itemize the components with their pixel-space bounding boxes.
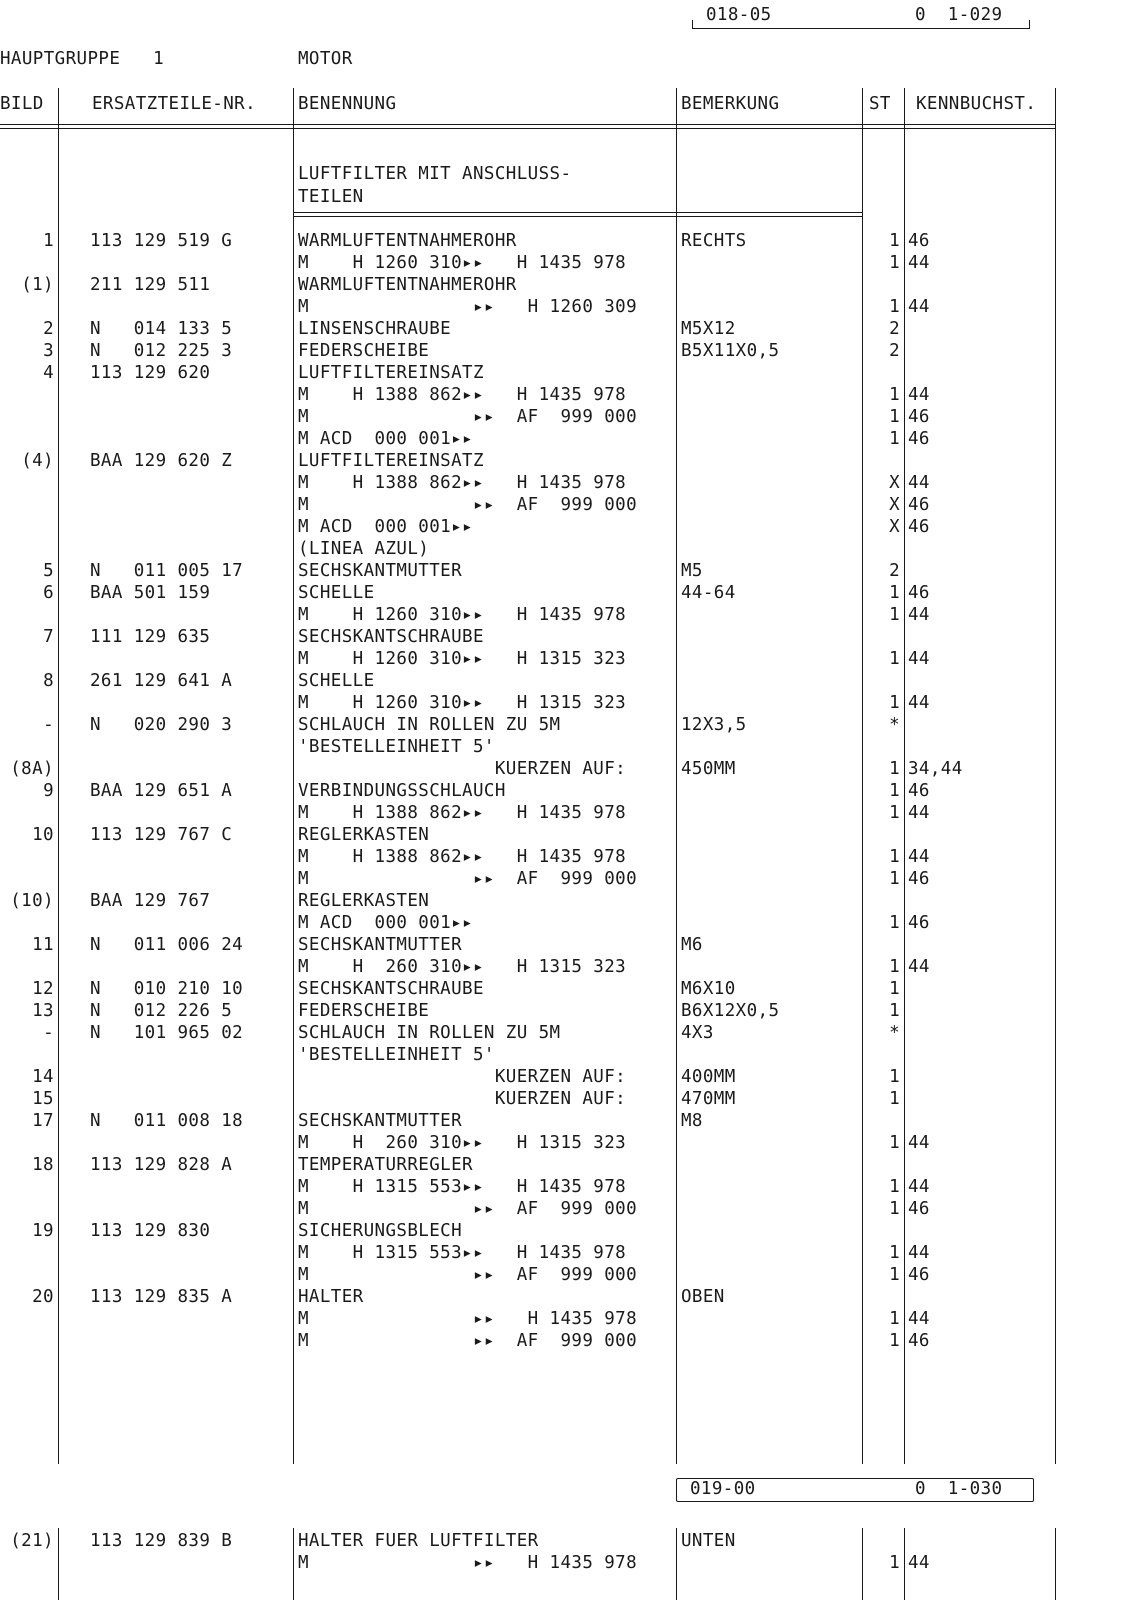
cell-benennung: KUERZEN AUF:: [298, 1067, 627, 1087]
table-row: [0, 340, 1139, 362]
table-row: [0, 1264, 1139, 1286]
table-row: [0, 516, 1139, 538]
cell-part-number: 113 129 519 G: [90, 231, 233, 251]
cell-st: *: [889, 715, 900, 735]
table-row: [0, 626, 1139, 648]
table-row: [0, 1220, 1139, 1242]
cell-benennung: 'BESTELLEINHEIT 5': [298, 1045, 495, 1065]
cell-bild: (1): [21, 275, 54, 295]
cell-kennbuchst: 44: [908, 847, 930, 867]
cell-part-number: 113 129 835 A: [90, 1287, 233, 1307]
cell-bemerkung: M5X12: [681, 319, 736, 339]
cell-benennung: SECHSKANTMUTTER: [298, 561, 463, 581]
cell-st: 1: [889, 583, 900, 603]
cell-bemerkung: 44-64: [681, 583, 736, 603]
cell-bild: 14: [32, 1067, 54, 1087]
cell-st: 1: [889, 1177, 900, 1197]
cell-benennung: M ▸▸ H 1260 309: [298, 297, 638, 317]
cell-kennbuchst: 46: [908, 1331, 930, 1351]
cell-st: 1: [889, 1243, 900, 1263]
cell-bild: 13: [32, 1001, 54, 1021]
cell-benennung: M H 1260 310▸▸ H 1315 323: [298, 693, 627, 713]
cell-benennung: M H 1260 310▸▸ H 1315 323: [298, 649, 627, 669]
cell-benennung: KUERZEN AUF:: [298, 1089, 627, 1109]
cell-bild: -: [43, 715, 54, 735]
table-row: [0, 978, 1139, 1000]
cell-part-number: 113 129 620: [90, 363, 211, 383]
table-row: [0, 1110, 1139, 1132]
table-row: [0, 890, 1139, 912]
cell-benennung: TEMPERATURREGLER: [298, 1155, 473, 1175]
cell-kennbuchst: 44: [908, 693, 930, 713]
table-row: [0, 1022, 1139, 1044]
cell-st: 1: [889, 759, 900, 779]
cell-kennbuchst: 46: [908, 429, 930, 449]
cell-benennung: M ACD 000 001▸▸: [298, 517, 473, 537]
cell-benennung: REGLERKASTEN: [298, 825, 430, 845]
col-header-bild: BILD: [0, 94, 44, 114]
cell-benennung: M H 260 310▸▸ H 1315 323: [298, 957, 627, 977]
cell-st: X: [889, 495, 900, 515]
cell-kennbuchst: 46: [908, 1265, 930, 1285]
table-row: [0, 1308, 1139, 1330]
cell-bemerkung: M6: [681, 935, 703, 955]
cell-st: 1: [889, 1001, 900, 1021]
cell-kennbuchst: 46: [908, 583, 930, 603]
col-header-kennbuchst: KENNBUCHST.: [916, 94, 1037, 114]
table-row: [0, 1530, 1139, 1552]
cell-kennbuchst: 44: [908, 1133, 930, 1153]
cell-benennung: SCHLAUCH IN ROLLEN ZU 5M: [298, 715, 561, 735]
table-row: [0, 758, 1139, 780]
cell-st: 1: [889, 1089, 900, 1109]
table-row: [0, 846, 1139, 868]
table-row: [0, 384, 1139, 406]
cell-bemerkung: OBEN: [681, 1287, 725, 1307]
cell-kennbuchst: 44: [908, 803, 930, 823]
cell-kennbuchst: 44: [908, 1177, 930, 1197]
cell-benennung: REGLERKASTEN: [298, 891, 430, 911]
table-row: [0, 230, 1139, 252]
cell-part-number: N 012 226 5: [90, 1001, 233, 1021]
cell-bild: 7: [43, 627, 54, 647]
cell-benennung: FEDERSCHEIBE: [298, 1001, 430, 1021]
cell-st: 1: [889, 407, 900, 427]
cell-st: 1: [889, 847, 900, 867]
col-header-ersatzteile: ERSATZTEILE-NR.: [92, 94, 257, 114]
table-row: [0, 714, 1139, 736]
cell-st: 1: [889, 1199, 900, 1219]
cell-st: 1: [889, 803, 900, 823]
cell-part-number: N 012 225 3: [90, 341, 233, 361]
cell-benennung: M H 1260 310▸▸ H 1435 978: [298, 253, 627, 273]
table-row: [0, 648, 1139, 670]
cell-benennung: LUFTFILTEREINSATZ: [298, 451, 484, 471]
cell-benennung: M H 1388 862▸▸ H 1435 978: [298, 803, 627, 823]
table-row: [0, 1066, 1139, 1088]
cell-st: 2: [889, 341, 900, 361]
cell-bemerkung: 470MM: [681, 1089, 736, 1109]
cell-benennung: M H 1315 553▸▸ H 1435 978: [298, 1177, 627, 1197]
cell-part-number: 113 129 830: [90, 1221, 211, 1241]
cell-part-number: 113 129 828 A: [90, 1155, 233, 1175]
cell-bild: 10: [32, 825, 54, 845]
cell-bemerkung: UNTEN: [681, 1531, 736, 1551]
cell-bemerkung: M5: [681, 561, 703, 581]
cell-part-number: N 011 008 18: [90, 1111, 244, 1131]
cell-benennung: KUERZEN AUF:: [298, 759, 627, 779]
cell-bemerkung: 12X3,5: [681, 715, 747, 735]
cell-bild: 5: [43, 561, 54, 581]
cell-bild: (4): [21, 451, 54, 471]
cell-bemerkung: 4X3: [681, 1023, 714, 1043]
cell-st: 1: [889, 231, 900, 251]
next-page-ref-left: 019-00: [690, 1479, 756, 1499]
cell-part-number: 211 129 511: [90, 275, 211, 295]
cell-benennung: M H 1260 310▸▸ H 1435 978: [298, 605, 627, 625]
cell-kennbuchst: 46: [908, 517, 930, 537]
cell-benennung: M ▸▸ AF 999 000: [298, 495, 638, 515]
table-row: [0, 362, 1139, 384]
cell-part-number: 113 129 767 C: [90, 825, 233, 845]
table-row: [0, 582, 1139, 604]
cell-benennung: SECHSKANTMUTTER: [298, 1111, 463, 1131]
col-header-benennung: BENENNUNG: [298, 94, 397, 114]
table-row: [0, 912, 1139, 934]
cell-bemerkung: RECHTS: [681, 231, 747, 251]
cell-bild: -: [43, 1023, 54, 1043]
cell-benennung: M ACD 000 001▸▸: [298, 913, 473, 933]
cell-st: 1: [889, 1265, 900, 1285]
cell-part-number: N 011 005 17: [90, 561, 244, 581]
table-row: [0, 670, 1139, 692]
cell-benennung: M H 260 310▸▸ H 1315 323: [298, 1133, 627, 1153]
cell-benennung: SECHSKANTMUTTER: [298, 935, 463, 955]
table-row: [0, 780, 1139, 802]
page-ref-underline: [692, 28, 1030, 29]
table-row: [0, 604, 1139, 626]
cell-bild: 11: [32, 935, 54, 955]
cell-part-number: N 020 290 3: [90, 715, 233, 735]
header-divider: [0, 124, 1056, 129]
cell-st: 2: [889, 561, 900, 581]
table-row: [0, 406, 1139, 428]
cell-kennbuchst: 44: [908, 1243, 930, 1263]
table-row: [0, 824, 1139, 846]
col-header-st: ST: [869, 94, 891, 114]
cell-benennung: WARMLUFTENTNAHMEROHR: [298, 231, 517, 251]
table-row: [0, 1088, 1139, 1110]
cell-st: 1: [889, 1309, 900, 1329]
cell-bild: (10): [10, 891, 54, 911]
cell-benennung: M ACD 000 001▸▸: [298, 429, 473, 449]
cell-benennung: (LINEA AZUL): [298, 539, 430, 559]
cell-benennung: M ▸▸ H 1435 978: [298, 1553, 638, 1573]
cell-benennung: FEDERSCHEIBE: [298, 341, 430, 361]
cell-st: 1: [889, 253, 900, 273]
cell-bild: 1: [43, 231, 54, 251]
section-title-underline: [294, 212, 862, 217]
cell-kennbuchst: 46: [908, 869, 930, 889]
table-row: [0, 1330, 1139, 1352]
cell-st: 1: [889, 693, 900, 713]
table-row: [0, 1154, 1139, 1176]
cell-bild: 17: [32, 1111, 54, 1131]
cell-benennung: M ▸▸ H 1435 978: [298, 1309, 638, 1329]
cell-st: 1: [889, 869, 900, 889]
cell-benennung: M ▸▸ AF 999 000: [298, 1265, 638, 1285]
table-row: [0, 428, 1139, 450]
table-row: [0, 1044, 1139, 1066]
table-row: [0, 494, 1139, 516]
table-row: [0, 736, 1139, 758]
cell-benennung: M H 1315 553▸▸ H 1435 978: [298, 1243, 627, 1263]
cell-st: 1: [889, 781, 900, 801]
cell-kennbuchst: 44: [908, 253, 930, 273]
table-row: [0, 1000, 1139, 1022]
cell-st: 1: [889, 913, 900, 933]
cell-benennung: M ▸▸ AF 999 000: [298, 1331, 638, 1351]
table-row: [0, 560, 1139, 582]
table-row: [0, 868, 1139, 890]
cell-benennung: SECHSKANTSCHRAUBE: [298, 627, 484, 647]
cell-kennbuchst: 44: [908, 605, 930, 625]
cell-benennung: VERBINDUNGSSCHLAUCH: [298, 781, 506, 801]
main-group-name: MOTOR: [298, 49, 353, 69]
cell-benennung: M ▸▸ AF 999 000: [298, 869, 638, 889]
cell-benennung: WARMLUFTENTNAHMEROHR: [298, 275, 517, 295]
cell-benennung: M H 1388 862▸▸ H 1435 978: [298, 385, 627, 405]
table-row: [0, 318, 1139, 340]
cell-bemerkung: 400MM: [681, 1067, 736, 1087]
cell-kennbuchst: 46: [908, 407, 930, 427]
cell-benennung: M ▸▸ AF 999 000: [298, 407, 638, 427]
cell-bemerkung: B5X11X0,5: [681, 341, 780, 361]
cell-benennung: SCHELLE: [298, 583, 375, 603]
cell-st: X: [889, 473, 900, 493]
cell-part-number: BAA 129 620 Z: [90, 451, 233, 471]
page-ref-left: 018-05: [706, 5, 772, 25]
cell-benennung: SECHSKANTSCHRAUBE: [298, 979, 484, 999]
cell-part-number: 111 129 635: [90, 627, 211, 647]
page-ref-right: 0 1-029: [915, 5, 1003, 25]
cell-bild: (8A): [10, 759, 54, 779]
cell-bemerkung: B6X12X0,5: [681, 1001, 780, 1021]
cell-kennbuchst: 44: [908, 473, 930, 493]
cell-st: 1: [889, 1331, 900, 1351]
table-row: [0, 252, 1139, 274]
cell-bemerkung: M8: [681, 1111, 703, 1131]
table-row: [0, 692, 1139, 714]
cell-benennung: M H 1388 862▸▸ H 1435 978: [298, 847, 627, 867]
cell-kennbuchst: 44: [908, 957, 930, 977]
cell-bild: 2: [43, 319, 54, 339]
cell-part-number: 113 129 839 B: [90, 1531, 233, 1551]
cell-st: 1: [889, 385, 900, 405]
cell-bild: 4: [43, 363, 54, 383]
table-row: [0, 934, 1139, 956]
cell-bild: 6: [43, 583, 54, 603]
cell-bild: 18: [32, 1155, 54, 1175]
cell-kennbuchst: 46: [908, 781, 930, 801]
table-row: [0, 1198, 1139, 1220]
table-row: [0, 274, 1139, 296]
cell-kennbuchst: 44: [908, 1553, 930, 1573]
cell-st: 1: [889, 1133, 900, 1153]
cell-benennung: HALTER FUER LUFTFILTER: [298, 1531, 539, 1551]
cell-bemerkung: 450MM: [681, 759, 736, 779]
cell-st: 1: [889, 297, 900, 317]
cell-benennung: LUFTFILTEREINSATZ: [298, 363, 484, 383]
cell-benennung: M ▸▸ AF 999 000: [298, 1199, 638, 1219]
cell-bild: 8: [43, 671, 54, 691]
cell-kennbuchst: 46: [908, 913, 930, 933]
cell-part-number: BAA 501 159: [90, 583, 211, 603]
cell-kennbuchst: 44: [908, 649, 930, 669]
cell-benennung: SCHELLE: [298, 671, 375, 691]
cell-benennung: 'BESTELLEINHEIT 5': [298, 737, 495, 757]
cell-bild: 12: [32, 979, 54, 999]
cell-kennbuchst: 46: [908, 1199, 930, 1219]
cell-st: X: [889, 517, 900, 537]
cell-benennung: HALTER: [298, 1287, 364, 1307]
cell-st: 1: [889, 649, 900, 669]
cell-bemerkung: M6X10: [681, 979, 736, 999]
section-title-line-1: LUFTFILTER MIT ANSCHLUSS-: [298, 164, 572, 184]
table-row: [0, 1132, 1139, 1154]
cell-st: 1: [889, 957, 900, 977]
cell-part-number: BAA 129 651 A: [90, 781, 233, 801]
main-group-label: HAUPTGRUPPE 1: [0, 49, 165, 69]
cell-kennbuchst: 46: [908, 495, 930, 515]
section-title-line-2: TEILEN: [298, 187, 364, 207]
cell-part-number: N 011 006 24: [90, 935, 244, 955]
cell-st: 1: [889, 429, 900, 449]
cell-bild: 15: [32, 1089, 54, 1109]
cell-part-number: 261 129 641 A: [90, 671, 233, 691]
cell-kennbuchst: 46: [908, 231, 930, 251]
cell-bild: 19: [32, 1221, 54, 1241]
table-row: [0, 296, 1139, 318]
col-header-bemerkung: BEMERKUNG: [681, 94, 780, 114]
next-page-ref-right: 0 1-030: [915, 1479, 1003, 1499]
cell-kennbuchst: 44: [908, 297, 930, 317]
cell-st: 1: [889, 1067, 900, 1087]
cell-st: 2: [889, 319, 900, 339]
cell-kennbuchst: 44: [908, 385, 930, 405]
table-row: [0, 802, 1139, 824]
table-row: [0, 450, 1139, 472]
cell-benennung: SICHERUNGSBLECH: [298, 1221, 463, 1241]
cell-bild: 9: [43, 781, 54, 801]
cell-st: *: [889, 1023, 900, 1043]
cell-benennung: M H 1388 862▸▸ H 1435 978: [298, 473, 627, 493]
cell-part-number: N 101 965 02: [90, 1023, 244, 1043]
cell-bild: 20: [32, 1287, 54, 1307]
table-row: [0, 1176, 1139, 1198]
cell-bild: (21): [10, 1531, 54, 1551]
cell-part-number: BAA 129 767: [90, 891, 211, 911]
cell-part-number: N 010 210 10: [90, 979, 244, 999]
cell-benennung: SCHLAUCH IN ROLLEN ZU 5M: [298, 1023, 561, 1043]
cell-st: 1: [889, 979, 900, 999]
table-row: [0, 472, 1139, 494]
cell-kennbuchst: 34,44: [908, 759, 963, 779]
cell-st: 1: [889, 1553, 900, 1573]
cell-part-number: N 014 133 5: [90, 319, 233, 339]
table-row: [0, 956, 1139, 978]
cell-benennung: LINSENSCHRAUBE: [298, 319, 452, 339]
cell-st: 1: [889, 605, 900, 625]
cell-bild: 3: [43, 341, 54, 361]
table-row: [0, 538, 1139, 560]
cell-kennbuchst: 44: [908, 1309, 930, 1329]
table-row: [0, 1286, 1139, 1308]
table-row: [0, 1242, 1139, 1264]
table-row: [0, 1552, 1139, 1574]
